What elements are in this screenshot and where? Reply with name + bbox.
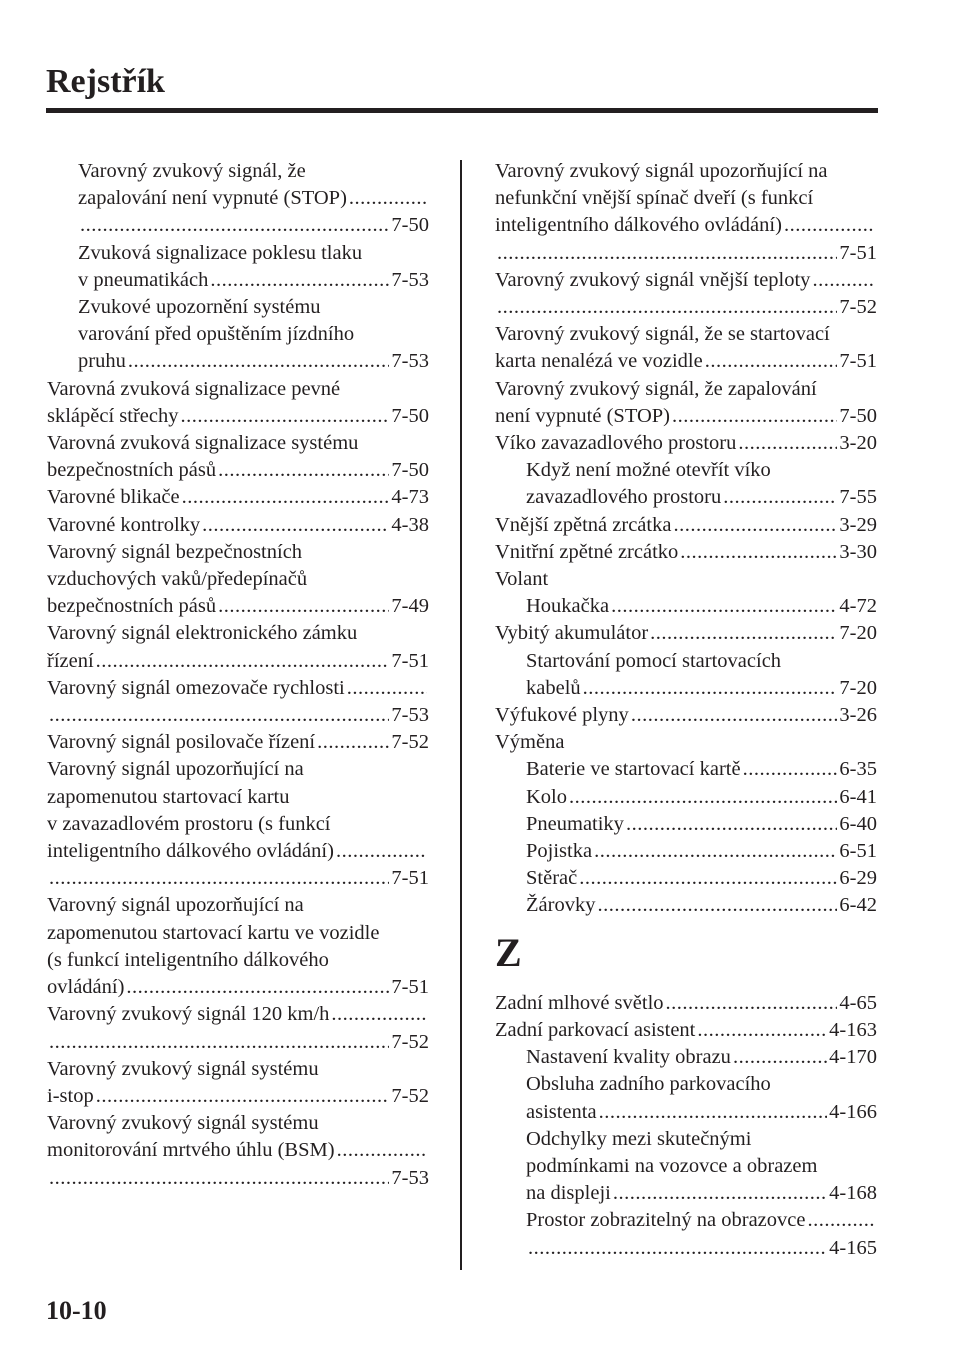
entry-text: není vypnuté (STOP) — [495, 404, 671, 427]
index-entry — [495, 158, 877, 267]
dot-leader — [336, 838, 427, 865]
entry-text: Prostor zobrazitelný na obrazovce — [526, 1209, 806, 1232]
page-reference: 7-53 — [391, 1166, 429, 1189]
index-entry — [47, 430, 429, 484]
entry-text: podmínkami na vozovce a obrazem — [526, 1154, 818, 1177]
entry-text: Vnitřní zpětné zrcátko — [495, 540, 679, 563]
entry-line — [47, 1165, 429, 1192]
dot-leader — [613, 1180, 827, 1207]
dot-leader — [80, 212, 389, 239]
index-entry — [495, 620, 877, 647]
entry-text: Varovné blikače — [47, 486, 180, 509]
entry-line — [47, 811, 429, 838]
index-column-right — [495, 158, 877, 1262]
page-reference: 7-52 — [839, 296, 877, 319]
index-subentry — [495, 838, 877, 865]
page-reference: 7-52 — [391, 731, 429, 754]
entry-line — [526, 1207, 877, 1234]
dot-leader — [650, 620, 837, 647]
entry-text: inteligentního dálkového ovládání) — [47, 840, 334, 863]
entry-line — [495, 376, 877, 403]
entry-text: na displeji — [526, 1182, 611, 1205]
entry-line — [47, 838, 429, 865]
entry-text: varování před opuštěním jízdního — [78, 323, 355, 346]
dot-leader — [317, 729, 389, 756]
page-reference: 4-165 — [829, 1236, 877, 1259]
index-entry — [47, 539, 429, 621]
entry-line — [78, 294, 429, 321]
page-reference: 4-168 — [829, 1182, 877, 1205]
index-entry — [47, 1001, 429, 1055]
entry-line — [78, 185, 429, 212]
page-reference: 7-51 — [391, 976, 429, 999]
index-entry — [495, 729, 877, 756]
index-entry — [47, 512, 429, 539]
dot-leader — [784, 212, 875, 239]
entry-line — [47, 593, 429, 620]
page-reference: 7-50 — [391, 404, 429, 427]
entry-text: vzduchových vaků/předepínačů — [47, 568, 308, 591]
entry-line — [78, 158, 429, 185]
entry-line — [47, 1029, 429, 1056]
entry-text: Výměna — [495, 731, 565, 754]
page-reference: 7-51 — [839, 350, 877, 373]
entry-line — [526, 865, 877, 892]
page-reference: 4-163 — [829, 1018, 877, 1041]
entry-text: kabelů — [526, 676, 581, 699]
entry-line — [495, 158, 877, 185]
index-subentry — [495, 593, 877, 620]
dot-leader — [672, 403, 837, 430]
index-subentry — [495, 1207, 877, 1261]
entry-text: Pojistka — [526, 840, 593, 863]
entry-line — [47, 920, 429, 947]
index-entry — [47, 729, 429, 756]
entry-text: Varovný zvukový signál vnější teploty — [495, 268, 811, 291]
entry-text: Houkačka — [526, 595, 610, 618]
entry-line — [495, 566, 877, 593]
dot-leader — [594, 838, 837, 865]
index-entry — [47, 484, 429, 511]
entry-line — [495, 185, 877, 212]
entry-text: zapalování není vypnuté (STOP) — [78, 187, 347, 210]
entry-line — [495, 267, 877, 294]
entry-text: Když není možné otevřít víko — [526, 459, 771, 482]
entry-text: Varovný signál elektronického zámku — [47, 622, 358, 645]
dot-leader — [331, 1001, 427, 1028]
dot-leader — [738, 430, 837, 457]
page-number: 10-10 — [46, 1296, 107, 1325]
entry-line — [47, 892, 429, 919]
index-subentry — [495, 1071, 877, 1125]
entry-text: sklápěcí střechy — [47, 404, 179, 427]
entry-text: Pneumatiky — [526, 812, 624, 835]
entry-line — [47, 620, 429, 647]
entry-text: karta nenalézá ve vozidle — [495, 350, 703, 373]
entry-line — [47, 484, 429, 511]
index-subentry — [495, 756, 877, 783]
page-reference: 6-41 — [839, 785, 877, 808]
index-subentry — [47, 240, 429, 294]
page-reference: 4-170 — [829, 1046, 877, 1069]
page-reference: 4-73 — [391, 486, 429, 509]
entry-text: v pneumatikách — [78, 268, 209, 291]
entry-line — [78, 267, 429, 294]
index-entry — [495, 1017, 877, 1044]
index-subentry — [495, 811, 877, 838]
page-reference: 4-38 — [391, 513, 429, 536]
index-entry — [47, 376, 429, 430]
entry-line — [47, 430, 429, 457]
entry-line — [47, 1056, 429, 1083]
index-subentry — [495, 1126, 877, 1208]
entry-text: Varovný signál posilovače řízení — [47, 731, 316, 754]
entry-text: inteligentního dálkového ovládání) — [495, 214, 782, 237]
entry-line — [47, 756, 429, 783]
dot-leader — [49, 865, 389, 892]
column-divider — [460, 160, 462, 1270]
entry-text: zapomenutou startovací kartu ve vozidle — [47, 921, 380, 944]
entry-line — [78, 240, 429, 267]
entry-line — [78, 212, 429, 239]
dot-leader — [49, 1165, 389, 1192]
entry-line — [47, 729, 429, 756]
entry-line — [526, 1153, 877, 1180]
entry-line — [47, 974, 429, 1001]
dot-leader — [49, 702, 389, 729]
dot-leader — [680, 539, 837, 566]
entry-text: Víko zavazadlového prostoru — [495, 432, 737, 455]
entry-text: Vybitý akumulátor — [495, 622, 649, 645]
page-reference: 6-29 — [839, 867, 877, 890]
entry-line — [495, 321, 877, 348]
entry-line — [495, 620, 877, 647]
page-reference: 7-51 — [391, 649, 429, 672]
entry-line — [495, 240, 877, 267]
index-entry — [495, 267, 877, 321]
entry-text: (s funkcí inteligentního dálkového — [47, 948, 329, 971]
entry-line — [495, 348, 877, 375]
entry-text: Varovný signál bezpečnostních — [47, 540, 303, 563]
index-entry — [47, 675, 429, 729]
entry-line — [526, 1235, 877, 1262]
index-entry — [495, 430, 877, 457]
entry-text: Varovná zvuková signalizace systému — [47, 432, 359, 455]
page-reference: 7-53 — [391, 704, 429, 727]
page-reference: 7-20 — [839, 622, 877, 645]
page-reference: 3-26 — [839, 704, 877, 727]
index-entry — [495, 702, 877, 729]
page-reference: 6-40 — [839, 812, 877, 835]
entry-line — [47, 512, 429, 539]
dot-leader — [349, 185, 427, 212]
entry-line — [495, 512, 877, 539]
entry-line — [47, 702, 429, 729]
page-reference: 7-50 — [839, 404, 877, 427]
dot-leader — [569, 784, 837, 811]
entry-text: Varovný signál upozorňující na — [47, 758, 304, 781]
index-entry — [47, 620, 429, 674]
entry-line — [526, 811, 877, 838]
entry-text: Vnější zpětná zrcátka — [495, 513, 672, 536]
entry-text: v zavazadlovém prostoru (s funkcí — [47, 812, 331, 835]
entry-text: Varovná zvuková signalizace pevné — [47, 377, 341, 400]
page-title: Rejstřík — [46, 63, 165, 100]
entry-line — [47, 566, 429, 593]
entry-text: Varovný signál omezovače rychlosti — [47, 676, 345, 699]
dot-leader — [528, 1235, 827, 1262]
entry-line — [526, 756, 877, 783]
page-reference: 7-55 — [839, 486, 877, 509]
entry-text: Zvukové upozornění systému — [78, 296, 321, 319]
entry-text: Obsluha zadního parkovacího — [526, 1073, 771, 1096]
entry-line — [47, 1110, 429, 1137]
index-subentry — [47, 158, 429, 240]
page-reference: 7-52 — [391, 1030, 429, 1053]
entry-line — [526, 648, 877, 675]
dot-leader — [182, 484, 390, 511]
index-entry — [47, 1110, 429, 1192]
entry-line — [495, 729, 877, 756]
dot-leader — [626, 811, 837, 838]
header-rule — [46, 108, 878, 113]
entry-text: i-stop — [47, 1084, 94, 1107]
entry-text: Zvuková signalizace poklesu tlaku — [78, 241, 363, 264]
page-reference: 7-51 — [391, 867, 429, 890]
entry-text: Baterie ve startovací kartě — [526, 758, 741, 781]
entry-text: Varovný zvukový signál, že — [78, 160, 306, 182]
entry-text: Varovný zvukový signál, že se startovací — [495, 323, 830, 346]
page-reference: 7-53 — [391, 350, 429, 373]
entry-text: Zadní parkovací asistent — [495, 1018, 696, 1041]
entry-line — [526, 838, 877, 865]
entry-line — [47, 1001, 429, 1028]
index-subentry — [495, 892, 877, 919]
dot-leader — [497, 294, 837, 321]
index-subentry — [47, 294, 429, 376]
entry-line — [47, 376, 429, 403]
page-reference: 7-51 — [839, 241, 877, 264]
page-reference: 7-50 — [391, 214, 429, 237]
dot-leader — [599, 1099, 828, 1126]
dot-leader — [337, 1137, 427, 1164]
index-entry — [495, 512, 877, 539]
entry-text: zavazadlového prostoru — [526, 486, 722, 509]
dot-leader — [611, 593, 837, 620]
entry-text: řízení — [47, 649, 94, 672]
dot-leader — [631, 702, 838, 729]
entry-line — [78, 321, 429, 348]
dot-leader — [96, 648, 390, 675]
dot-leader — [126, 974, 389, 1001]
entry-line — [47, 403, 429, 430]
index-entry — [495, 539, 877, 566]
entry-line — [495, 430, 877, 457]
entry-text: Varovný zvukový signál systému — [47, 1112, 319, 1135]
index-letter-heading: Z — [495, 929, 522, 975]
dot-leader — [202, 512, 389, 539]
entry-text: Výfukové plyny — [495, 704, 629, 727]
entry-text: pruhu — [78, 350, 126, 373]
page-reference: 3-30 — [839, 540, 877, 563]
page-reference: 4-166 — [829, 1100, 877, 1123]
entry-line — [47, 648, 429, 675]
dot-leader — [733, 1044, 827, 1071]
entry-line — [47, 1083, 429, 1110]
entry-line — [526, 1071, 877, 1098]
index-subentry — [495, 865, 877, 892]
dot-leader — [597, 892, 837, 919]
entry-line — [495, 702, 877, 729]
entry-text: Varovný zvukový signál systému — [47, 1057, 319, 1080]
page-reference: 6-51 — [839, 840, 877, 863]
index-entry — [495, 990, 877, 1017]
entry-line — [47, 539, 429, 566]
entry-text: Varovný signál upozorňující na — [47, 894, 304, 917]
entry-line — [526, 593, 877, 620]
entry-line — [47, 1137, 429, 1164]
entry-line — [495, 990, 877, 1017]
dot-leader — [579, 865, 837, 892]
entry-line — [526, 484, 877, 511]
dot-leader — [673, 512, 837, 539]
index-entry — [47, 892, 429, 1001]
entry-text: ovládání) — [47, 976, 125, 999]
dot-leader — [128, 348, 390, 375]
index-subentry — [495, 648, 877, 702]
entry-line — [526, 1044, 877, 1071]
entry-text: monitorování mrtvého úhlu (BSM) — [47, 1139, 335, 1162]
entry-line — [495, 212, 877, 239]
page-reference: 7-52 — [391, 1084, 429, 1107]
entry-text: Varovný zvukový signál upozorňující na — [495, 160, 828, 182]
entry-text: Žárovky — [526, 894, 596, 917]
index-entry — [495, 376, 877, 430]
page-reference: 6-42 — [839, 894, 877, 917]
page-reference: 7-53 — [391, 268, 429, 291]
page-reference: 3-29 — [839, 513, 877, 536]
index-entry — [495, 566, 877, 593]
index-entry — [47, 1056, 429, 1110]
entry-text: Zadní mlhové světlo — [495, 991, 664, 1014]
dot-leader — [49, 1029, 389, 1056]
page-reference: 4-65 — [839, 991, 877, 1014]
index-column-left — [47, 158, 429, 1192]
entry-text: zapomenutou startovací kartu — [47, 785, 290, 808]
entry-text: bezpečnostních pásů — [47, 595, 217, 618]
dot-leader — [666, 990, 838, 1017]
dot-leader — [743, 756, 838, 783]
dot-leader — [807, 1207, 875, 1234]
entry-line — [526, 675, 877, 702]
dot-leader — [218, 457, 389, 484]
dot-leader — [497, 240, 837, 267]
entry-line — [526, 1180, 877, 1207]
entry-line — [47, 865, 429, 892]
dot-leader — [347, 675, 427, 702]
entry-text: Volant — [495, 568, 549, 591]
entry-text: bezpečnostních pásů — [47, 459, 217, 482]
dot-leader — [181, 403, 390, 430]
dot-leader — [210, 267, 389, 294]
page-reference: 7-50 — [391, 459, 429, 482]
index-entry — [47, 756, 429, 892]
entry-text: asistenta — [526, 1100, 597, 1123]
entry-line — [495, 403, 877, 430]
index-subentry — [495, 457, 877, 511]
dot-leader — [705, 348, 838, 375]
index-subentry — [495, 784, 877, 811]
entry-text: Varovné kontrolky — [47, 513, 201, 536]
entry-line — [47, 675, 429, 702]
entry-text: Stěrač — [526, 867, 578, 890]
page-reference: 3-20 — [839, 432, 877, 455]
entry-text: Kolo — [526, 785, 567, 808]
index-entry — [495, 321, 877, 375]
index-subentry — [495, 1044, 877, 1071]
entry-line — [526, 784, 877, 811]
dot-leader — [697, 1017, 827, 1044]
entry-line — [526, 1126, 877, 1153]
entry-line — [47, 784, 429, 811]
dot-leader — [583, 675, 838, 702]
dot-leader — [812, 267, 875, 294]
entry-text: Odchylky mezi skutečnými — [526, 1127, 752, 1150]
page-reference: 7-20 — [839, 676, 877, 699]
entry-line — [526, 892, 877, 919]
dot-leader — [723, 484, 837, 511]
page-reference: 6-35 — [839, 758, 877, 781]
entry-text: Startování pomocí startovacích — [526, 649, 782, 672]
entry-line — [47, 947, 429, 974]
dot-leader — [218, 593, 389, 620]
entry-line — [526, 457, 877, 484]
page-reference: 4-72 — [839, 595, 877, 618]
entry-text: Varovný zvukový signál 120 km/h — [47, 1003, 330, 1026]
entry-text: nefunkční vnější spínač dveří (s funkcí — [495, 187, 814, 210]
entry-line — [495, 1017, 877, 1044]
entry-text: Nastavení kvality obrazu — [526, 1046, 731, 1069]
entry-line — [495, 294, 877, 321]
entry-line — [526, 1099, 877, 1126]
page-reference: 7-49 — [391, 595, 429, 618]
dot-leader — [96, 1083, 390, 1110]
entry-text: Varovný zvukový signál, že zapalování — [495, 377, 817, 400]
entry-line — [47, 457, 429, 484]
entry-line — [78, 348, 429, 375]
entry-line — [495, 539, 877, 566]
